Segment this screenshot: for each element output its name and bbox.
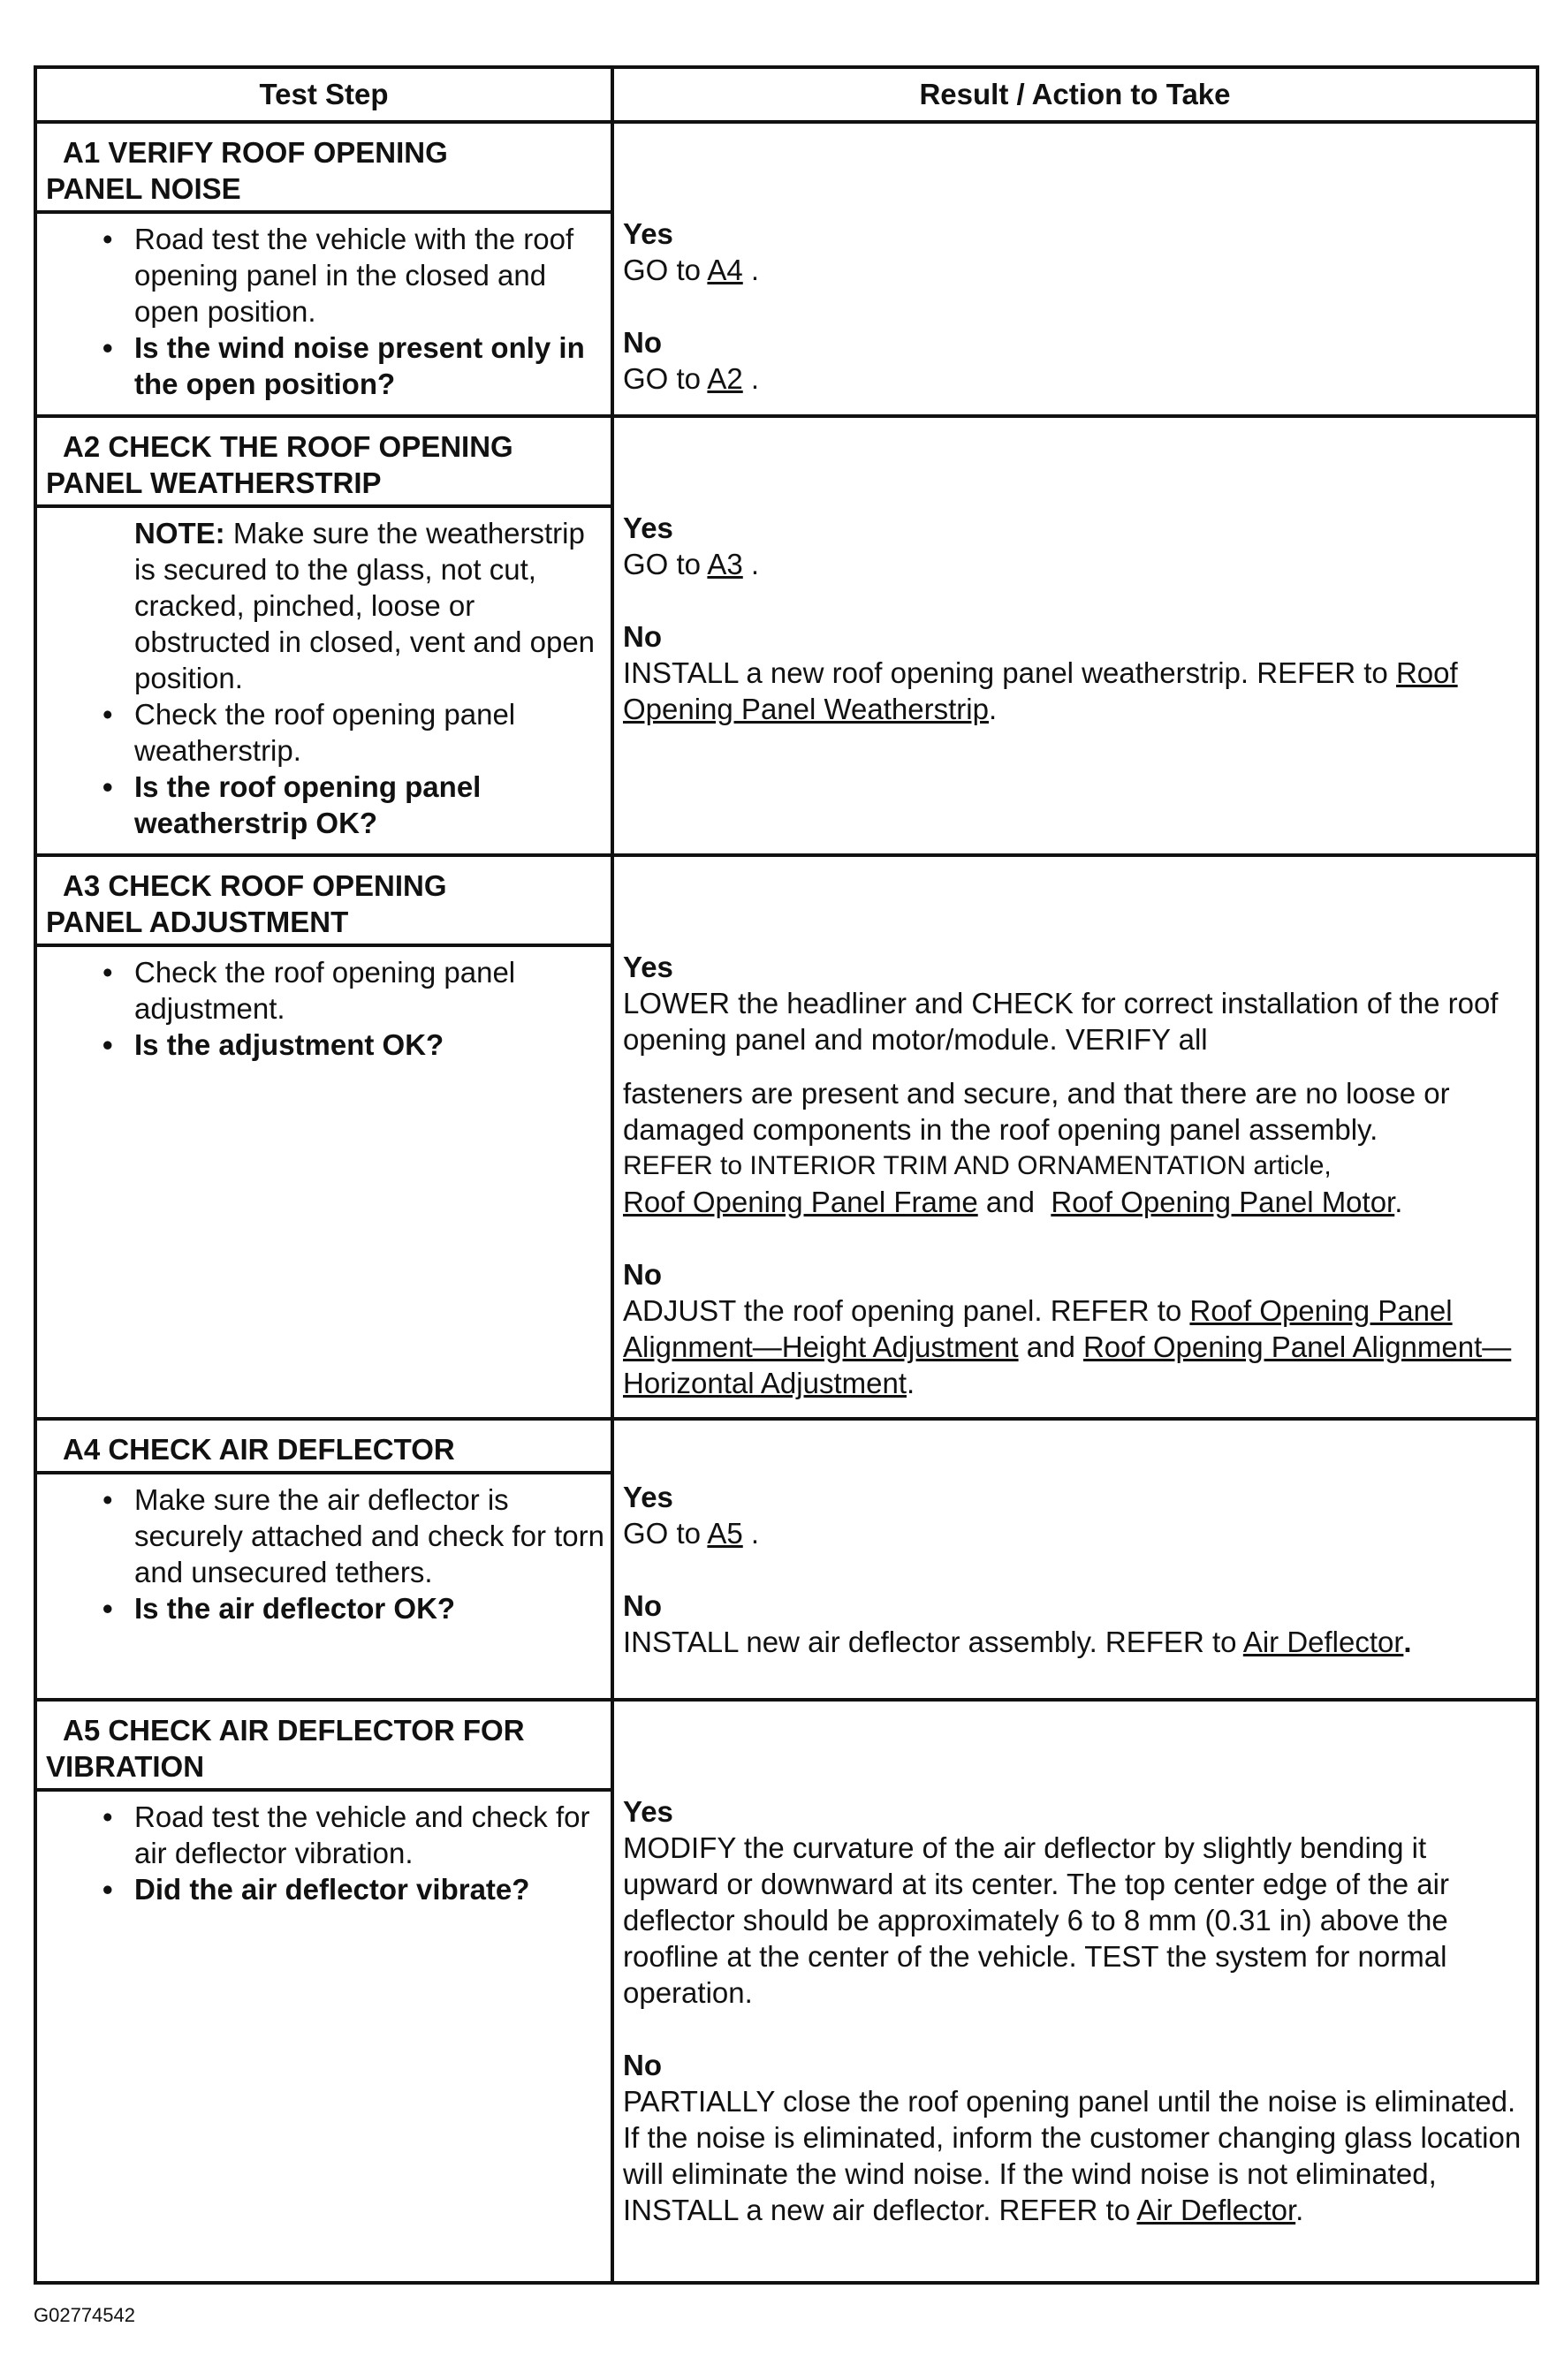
yes-action-1: LOWER the headliner and CHECK for correct installation of the roof opening panel and motor/module. VERIFY all <box>623 987 1499 1056</box>
header-test-step: Test Step <box>35 67 612 122</box>
yes-label: Yes <box>623 1481 673 1513</box>
result-body-a2 <box>614 418 1536 736</box>
step-bullet: • Road test the vehicle with the roof opening panel in the closed and open position. <box>46 221 605 330</box>
yes-label: Yes <box>623 512 673 544</box>
yes-label: Yes <box>623 951 673 983</box>
link-a4[interactable]: A4 <box>707 254 743 286</box>
result-body-a5 <box>614 1702 1536 2237</box>
figure-id: G02774542 <box>34 2304 135 2326</box>
step-cell-a5 <box>35 1700 612 2283</box>
note-block: NOTE: Make sure the weatherstrip is secured to the glass, not cut, cracked, pinched, loose or obstructed in closed, vent and open position. <box>134 517 596 694</box>
link-a2[interactable]: A2 <box>707 362 743 395</box>
result-cell-a1 <box>612 122 1537 416</box>
step-bullet: • Check the roof opening panel adjustment. <box>46 954 605 1027</box>
yes-action: GO to A5 . <box>623 1517 760 1550</box>
table-header-row <box>35 67 1537 122</box>
step-title-a5: A5 CHECK AIR DEFLECTOR FOR VIBRATION <box>37 1702 611 1792</box>
link-horizontal-adjustment[interactable]: Roof Opening Panel Alignment—Horizontal Adjustment <box>623 1330 1512 1399</box>
step-body-a2 <box>37 508 611 853</box>
diagnostic-table <box>34 65 1539 2285</box>
no-label: No <box>623 326 662 359</box>
step-title-a1: A1 VERIFY ROOF OPENING PANEL NOISE <box>37 124 611 214</box>
yes-action-3: REFER to INTERIOR TRIM AND ORNAMENTATION article, <box>623 1151 1332 1180</box>
step-question: • Is the roof opening panel weatherstrip OK? <box>46 769 605 841</box>
yes-action: GO to A3 . <box>623 548 760 580</box>
result-body-a1 <box>614 124 1536 406</box>
yes-action-2: fasteners are present and secure, and that there are no loose or damaged components in the roof opening panel assembly. <box>623 1077 1450 1146</box>
step-body-a5 <box>37 1792 611 1920</box>
step-bullet: • Check the roof opening panel weatherstrip. <box>46 696 605 769</box>
result-cell-a5 <box>612 1700 1537 2283</box>
step-row-a3 <box>35 855 1537 1419</box>
result-cell-a4 <box>612 1419 1537 1700</box>
link-a5[interactable]: A5 <box>707 1517 743 1550</box>
result-cell-a2 <box>612 416 1537 855</box>
no-action: INSTALL new air deflector assembly. REFER to Air Deflector. <box>623 1626 1412 1658</box>
step-title-a3: A3 CHECK ROOF OPENING PANEL ADJUSTMENT <box>37 857 611 947</box>
link-weatherstrip[interactable]: Roof Opening Panel Weatherstrip <box>623 656 1458 725</box>
result-body-a4 <box>614 1421 1536 1669</box>
no-action: GO to A2 . <box>623 362 760 395</box>
no-action: INSTALL a new roof opening panel weatherstrip. REFER to Roof Opening Panel Weatherstrip. <box>623 656 1458 725</box>
step-body-a1 <box>37 214 611 414</box>
yes-action: GO to A4 . <box>623 254 760 286</box>
step-body-a3 <box>37 947 611 1075</box>
step-bullet: • Make sure the air deflector is securely attached and check for torn and unsecured tethers. <box>46 1482 605 1590</box>
step-question: • Did the air deflector vibrate? <box>46 1871 605 1907</box>
no-label: No <box>623 1258 662 1291</box>
step-question: • Is the air deflector OK? <box>46 1590 605 1626</box>
yes-action: MODIFY the curvature of the air deflector by slightly bending it upward or downward at its center. The top center edge of the air deflector should be approximately 6 to 8 mm (0.31 in) above the roofline at the center of the vehicle. TEST the system for normal operation. <box>623 1831 1449 2009</box>
link-a3[interactable]: A3 <box>707 548 743 580</box>
step-body-a4 <box>37 1474 611 1639</box>
step-cell-a3 <box>35 855 612 1419</box>
step-cell-a1 <box>35 122 612 416</box>
link-height-adjustment[interactable]: Roof Opening Panel Alignment—Height Adjustment <box>623 1294 1453 1363</box>
header-result-action: Result / Action to Take <box>612 67 1537 122</box>
no-label: No <box>623 1589 662 1622</box>
link-air-deflector[interactable]: Air Deflector <box>1136 2194 1296 2226</box>
no-action: ADJUST the roof opening panel. REFER to Roof Opening Panel Alignment—Height Adjustment and Roof Opening Panel Alignment—Horizontal Adjustment. <box>623 1294 1512 1399</box>
step-cell-a2 <box>35 416 612 855</box>
step-row-a5 <box>35 1700 1537 2283</box>
result-cell-a3 <box>612 855 1537 1419</box>
step-row-a2 <box>35 416 1537 855</box>
step-question: • Is the adjustment OK? <box>46 1027 605 1063</box>
step-bullet: • Road test the vehicle and check for air deflector vibration. <box>46 1799 605 1871</box>
no-label: No <box>623 2049 662 2081</box>
yes-label: Yes <box>623 217 673 250</box>
step-cell-a4 <box>35 1419 612 1700</box>
step-question: • Is the wind noise present only in the open position? <box>46 330 605 402</box>
step-row-a1 <box>35 122 1537 416</box>
link-panel-motor[interactable]: Roof Opening Panel Motor <box>1051 1186 1395 1218</box>
step-row-a4 <box>35 1419 1537 1700</box>
yes-action-links: Roof Opening Panel Frame and Roof Opening Panel Motor. <box>623 1186 1403 1218</box>
step-title-a4: A4 CHECK AIR DEFLECTOR <box>37 1421 611 1474</box>
link-panel-frame[interactable]: Roof Opening Panel Frame <box>623 1186 978 1218</box>
no-action: PARTIALLY close the roof opening panel until the noise is eliminated. If the noise is eliminated, inform the customer changing glass location will eliminate the wind noise. If the wind noise is not eliminated, INSTALL a new air deflector. REFER to Air Deflector. <box>623 2085 1522 2226</box>
yes-label: Yes <box>623 1795 673 1828</box>
link-air-deflector[interactable]: Air Deflector <box>1242 1626 1404 1658</box>
step-title-a2: A2 CHECK THE ROOF OPENING PANEL WEATHERSTRIP <box>37 418 611 508</box>
result-body-a3 <box>614 857 1536 1410</box>
no-label: No <box>623 620 662 653</box>
